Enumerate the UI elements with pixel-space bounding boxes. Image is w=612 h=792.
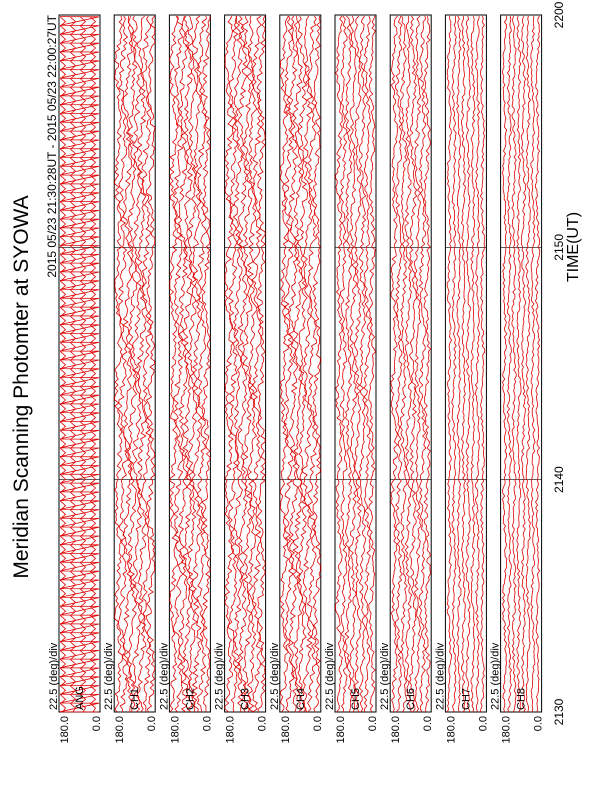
panel-ch6 — [379, 15, 434, 744]
panel-name-label: CH6 — [405, 687, 418, 710]
y-tick-bottom: 0.0 — [477, 716, 490, 732]
y-tick-top: 180.0 — [390, 716, 403, 744]
y-tick-top: 180.0 — [335, 716, 347, 744]
scale-label: 22.5 (deg)/div — [158, 642, 171, 710]
y-tick-bottom: 0.0 — [146, 716, 159, 732]
scale-label: 22.5 (deg)/div — [103, 642, 116, 710]
chart-subtitle: 2015 05/23 21:30:28UT - 2015 05/23 22:00:27UT — [45, 15, 59, 278]
scale-label: 22.5 (deg)/div — [489, 642, 502, 710]
panel-ch8 — [490, 15, 545, 744]
scale-label: 22.5 (deg)/div — [324, 642, 336, 710]
y-tick-bottom: 0.0 — [367, 716, 379, 732]
x-tick-labels — [552, 1, 566, 725]
y-tick-top: 180.0 — [500, 716, 513, 744]
panel-name-label: ANG — [74, 686, 86, 710]
y-tick-bottom: 0.0 — [311, 716, 324, 732]
y-tick-bottom: 0.0 — [201, 716, 214, 732]
panel-name-label: CH3 — [239, 687, 252, 710]
panel-ch3 — [214, 15, 269, 744]
x-tick-label: 2140 — [552, 466, 566, 494]
scale-label: 22.5 (deg)/div — [213, 642, 226, 710]
y-tick-bottom: 0.0 — [422, 716, 435, 732]
y-tick-top: 180.0 — [169, 716, 182, 744]
panel-frame — [445, 15, 486, 712]
y-tick-bottom: 0.0 — [532, 716, 545, 732]
scale-label: 22.5 (deg)/div — [379, 642, 392, 710]
panel-name-label: CH8 — [515, 687, 528, 710]
rotated-plot-area — [10, 1, 582, 743]
x-tick-label: 2130 — [552, 698, 566, 726]
panel-ch2 — [158, 15, 213, 744]
panel-ch1 — [103, 15, 158, 744]
panel-name-label: CH4 — [294, 687, 307, 710]
scale-label: 22.5 (deg)/div — [268, 642, 281, 710]
panel-name-label: CH1 — [129, 687, 142, 710]
scale-label: 22.5 (deg)/div — [48, 642, 60, 710]
panel-ch4 — [269, 15, 324, 744]
panel-frame — [501, 15, 542, 712]
panel-stack — [48, 15, 545, 744]
panel-ch7 — [434, 15, 489, 744]
scale-label: 22.5 (deg)/div — [434, 642, 447, 710]
y-tick-top: 180.0 — [224, 716, 237, 744]
panel-name-label: CH5 — [350, 687, 362, 710]
y-tick-top: 180.0 — [114, 716, 127, 744]
panel-name-label: CH7 — [460, 687, 473, 710]
y-tick-top: 180.0 — [59, 716, 71, 744]
panel-name-label: CH2 — [184, 687, 197, 710]
y-tick-top: 180.0 — [445, 716, 458, 744]
x-axis-label: TIME(UT) — [565, 211, 582, 283]
x-tick-label: 2200 — [552, 1, 566, 29]
chart-title: Meridian Scanning Photomter at SYOWA — [10, 195, 33, 579]
x-tick-label: 2150 — [552, 233, 566, 261]
y-tick-top: 180.0 — [279, 716, 292, 744]
panel-ch5 — [324, 15, 379, 744]
y-tick-bottom: 0.0 — [91, 716, 103, 732]
y-tick-bottom: 0.0 — [256, 716, 269, 732]
